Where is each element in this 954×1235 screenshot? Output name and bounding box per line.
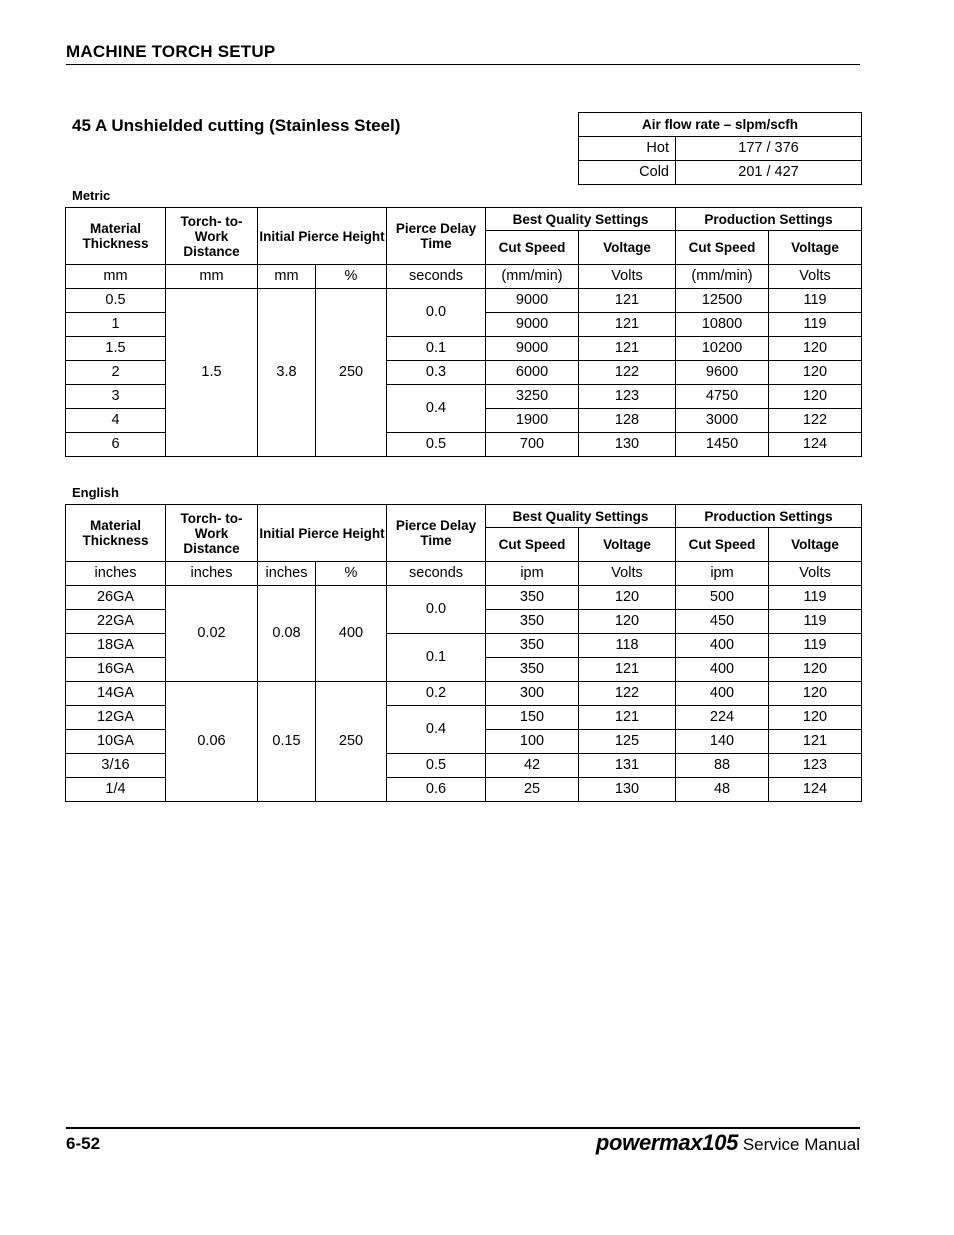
prod-voltage-cell: 122 — [769, 409, 862, 433]
col-best-voltage: Voltage — [579, 528, 676, 562]
col-pierce-delay: Pierce Delay Time — [387, 505, 486, 562]
prod-speed-cell: 3000 — [676, 409, 769, 433]
thickness-cell: 10GA — [66, 730, 166, 754]
pierce-delay-cell: 0.2 — [387, 682, 486, 706]
torch-distance-cell: 1.5 — [166, 289, 258, 457]
best-speed-cell: 25 — [486, 778, 579, 802]
prod-voltage-cell: 120 — [769, 706, 862, 730]
col-production: Production Settings — [676, 505, 862, 528]
unit-cell: (mm/min) — [676, 265, 769, 289]
col-pierce-height: Initial Pierce Height — [258, 208, 387, 265]
best-voltage-cell: 130 — [579, 778, 676, 802]
prod-speed-cell: 88 — [676, 754, 769, 778]
best-voltage-cell: 118 — [579, 634, 676, 658]
unit-cell: Volts — [579, 562, 676, 586]
thickness-cell: 4 — [66, 409, 166, 433]
prod-voltage-cell: 124 — [769, 778, 862, 802]
thickness-cell: 1 — [66, 313, 166, 337]
prod-voltage-cell: 120 — [769, 337, 862, 361]
product-logo: powermax105 — [595, 1130, 739, 1155]
manual-title: Service Manual — [742, 1135, 860, 1154]
best-speed-cell: 3250 — [486, 385, 579, 409]
best-speed-cell: 300 — [486, 682, 579, 706]
col-best-voltage: Voltage — [579, 231, 676, 265]
best-voltage-cell: 120 — [579, 586, 676, 610]
unit-cell: ipm — [676, 562, 769, 586]
unit-cell: (mm/min) — [486, 265, 579, 289]
thickness-cell: 2 — [66, 361, 166, 385]
prod-voltage-cell: 120 — [769, 361, 862, 385]
unit-cell: Volts — [579, 265, 676, 289]
prod-speed-cell: 400 — [676, 634, 769, 658]
prod-voltage-cell: 119 — [769, 289, 862, 313]
col-prod-voltage: Voltage — [769, 231, 862, 265]
pierce-delay-cell: 0.4 — [387, 385, 486, 433]
best-speed-cell: 100 — [486, 730, 579, 754]
prod-speed-cell: 48 — [676, 778, 769, 802]
thickness-cell: 6 — [66, 433, 166, 457]
airflow-title: Air flow rate – slpm/scfh — [579, 113, 862, 137]
best-voltage-cell: 121 — [579, 337, 676, 361]
pierce-percent-cell: 250 — [316, 682, 387, 802]
best-speed-cell: 350 — [486, 586, 579, 610]
prod-speed-cell: 1450 — [676, 433, 769, 457]
col-best-quality: Best Quality Settings — [486, 208, 676, 231]
prod-speed-cell: 500 — [676, 586, 769, 610]
col-material: Material Thickness — [66, 505, 166, 562]
unit-cell: Volts — [769, 265, 862, 289]
pierce-delay-cell: 0.6 — [387, 778, 486, 802]
unit-cell: inches — [66, 562, 166, 586]
best-speed-cell: 1900 — [486, 409, 579, 433]
prod-speed-cell: 12500 — [676, 289, 769, 313]
thickness-cell: 3/16 — [66, 754, 166, 778]
prod-voltage-cell: 121 — [769, 730, 862, 754]
thickness-cell: 14GA — [66, 682, 166, 706]
pierce-delay-cell: 0.0 — [387, 289, 486, 337]
prod-voltage-cell: 124 — [769, 433, 862, 457]
unit-cell: inches — [258, 562, 316, 586]
unit-cell: Volts — [769, 562, 862, 586]
best-voltage-cell: 130 — [579, 433, 676, 457]
thickness-cell: 0.5 — [66, 289, 166, 313]
page-heading: 45 A Unshielded cutting (Stainless Steel) — [72, 116, 401, 135]
unit-cell: seconds — [387, 265, 486, 289]
best-speed-cell: 350 — [486, 658, 579, 682]
best-speed-cell: 6000 — [486, 361, 579, 385]
thickness-cell: 18GA — [66, 634, 166, 658]
col-best-quality: Best Quality Settings — [486, 505, 676, 528]
english-table — [65, 504, 862, 802]
best-voltage-cell: 123 — [579, 385, 676, 409]
section-title: MACHINE TORCH SETUP — [66, 42, 276, 61]
unit-cell: mm — [66, 265, 166, 289]
metric-table — [65, 207, 862, 457]
thickness-cell: 12GA — [66, 706, 166, 730]
prod-speed-cell: 10200 — [676, 337, 769, 361]
col-material: Material Thickness — [66, 208, 166, 265]
unit-cell: mm — [258, 265, 316, 289]
col-prod-voltage: Voltage — [769, 528, 862, 562]
best-speed-cell: 9000 — [486, 289, 579, 313]
prod-speed-cell: 9600 — [676, 361, 769, 385]
best-voltage-cell: 120 — [579, 610, 676, 634]
thickness-cell: 3 — [66, 385, 166, 409]
torch-distance-cell: 0.06 — [166, 682, 258, 802]
pierce-delay-cell: 0.0 — [387, 586, 486, 634]
best-speed-cell: 9000 — [486, 313, 579, 337]
col-prod-cut-speed: Cut Speed — [676, 528, 769, 562]
best-voltage-cell: 121 — [579, 289, 676, 313]
best-voltage-cell: 121 — [579, 658, 676, 682]
best-speed-cell: 150 — [486, 706, 579, 730]
unit-cell: inches — [166, 562, 258, 586]
torch-distance-cell: 0.02 — [166, 586, 258, 682]
unit-cell: ipm — [486, 562, 579, 586]
best-voltage-cell: 122 — [579, 682, 676, 706]
thickness-cell: 26GA — [66, 586, 166, 610]
pierce-delay-cell: 0.1 — [387, 337, 486, 361]
airflow-hot-value: 177 / 376 — [676, 137, 862, 161]
best-voltage-cell: 125 — [579, 730, 676, 754]
pierce-height-cell: 0.15 — [258, 682, 316, 802]
airflow-table — [578, 112, 862, 185]
prod-voltage-cell: 119 — [769, 586, 862, 610]
pierce-delay-cell: 0.4 — [387, 706, 486, 754]
best-voltage-cell: 121 — [579, 313, 676, 337]
prod-speed-cell: 450 — [676, 610, 769, 634]
metric-label: Metric — [72, 188, 111, 203]
best-voltage-cell: 131 — [579, 754, 676, 778]
pierce-delay-cell: 0.1 — [387, 634, 486, 682]
pierce-delay-cell: 0.5 — [387, 433, 486, 457]
col-pierce-delay: Pierce Delay Time — [387, 208, 486, 265]
unit-cell: % — [316, 562, 387, 586]
col-pierce-height: Initial Pierce Height — [258, 505, 387, 562]
pierce-percent-cell: 400 — [316, 586, 387, 682]
col-best-cut-speed: Cut Speed — [486, 528, 579, 562]
best-speed-cell: 42 — [486, 754, 579, 778]
footer-brand — [596, 1130, 860, 1156]
prod-speed-cell: 400 — [676, 658, 769, 682]
airflow-hot-label: Hot — [579, 137, 676, 161]
prod-voltage-cell: 119 — [769, 313, 862, 337]
pierce-delay-cell: 0.5 — [387, 754, 486, 778]
thickness-cell: 1/4 — [66, 778, 166, 802]
best-speed-cell: 350 — [486, 634, 579, 658]
prod-voltage-cell: 119 — [769, 610, 862, 634]
col-best-cut-speed: Cut Speed — [486, 231, 579, 265]
airflow-cold-value: 201 / 427 — [676, 161, 862, 185]
prod-speed-cell: 4750 — [676, 385, 769, 409]
prod-speed-cell: 224 — [676, 706, 769, 730]
unit-cell: mm — [166, 265, 258, 289]
best-voltage-cell: 122 — [579, 361, 676, 385]
thickness-cell: 1.5 — [66, 337, 166, 361]
best-voltage-cell: 128 — [579, 409, 676, 433]
prod-voltage-cell: 119 — [769, 634, 862, 658]
col-torch: Torch- to-Work Distance — [166, 208, 258, 265]
page-number: 6-52 — [66, 1134, 101, 1153]
col-production: Production Settings — [676, 208, 862, 231]
col-prod-cut-speed: Cut Speed — [676, 231, 769, 265]
footer-rule — [66, 1127, 860, 1129]
pierce-percent-cell: 250 — [316, 289, 387, 457]
thickness-cell: 16GA — [66, 658, 166, 682]
header-rule — [66, 64, 860, 65]
prod-voltage-cell: 123 — [769, 754, 862, 778]
best-speed-cell: 9000 — [486, 337, 579, 361]
prod-speed-cell: 400 — [676, 682, 769, 706]
thickness-cell: 22GA — [66, 610, 166, 634]
col-torch: Torch- to-Work Distance — [166, 505, 258, 562]
prod-speed-cell: 10800 — [676, 313, 769, 337]
unit-cell: % — [316, 265, 387, 289]
prod-voltage-cell: 120 — [769, 658, 862, 682]
pierce-delay-cell: 0.3 — [387, 361, 486, 385]
prod-speed-cell: 140 — [676, 730, 769, 754]
pierce-height-cell: 3.8 — [258, 289, 316, 457]
prod-voltage-cell: 120 — [769, 385, 862, 409]
airflow-cold-label: Cold — [579, 161, 676, 185]
unit-cell: seconds — [387, 562, 486, 586]
best-speed-cell: 350 — [486, 610, 579, 634]
prod-voltage-cell: 120 — [769, 682, 862, 706]
english-label: English — [72, 485, 119, 500]
pierce-height-cell: 0.08 — [258, 586, 316, 682]
best-speed-cell: 700 — [486, 433, 579, 457]
best-voltage-cell: 121 — [579, 706, 676, 730]
